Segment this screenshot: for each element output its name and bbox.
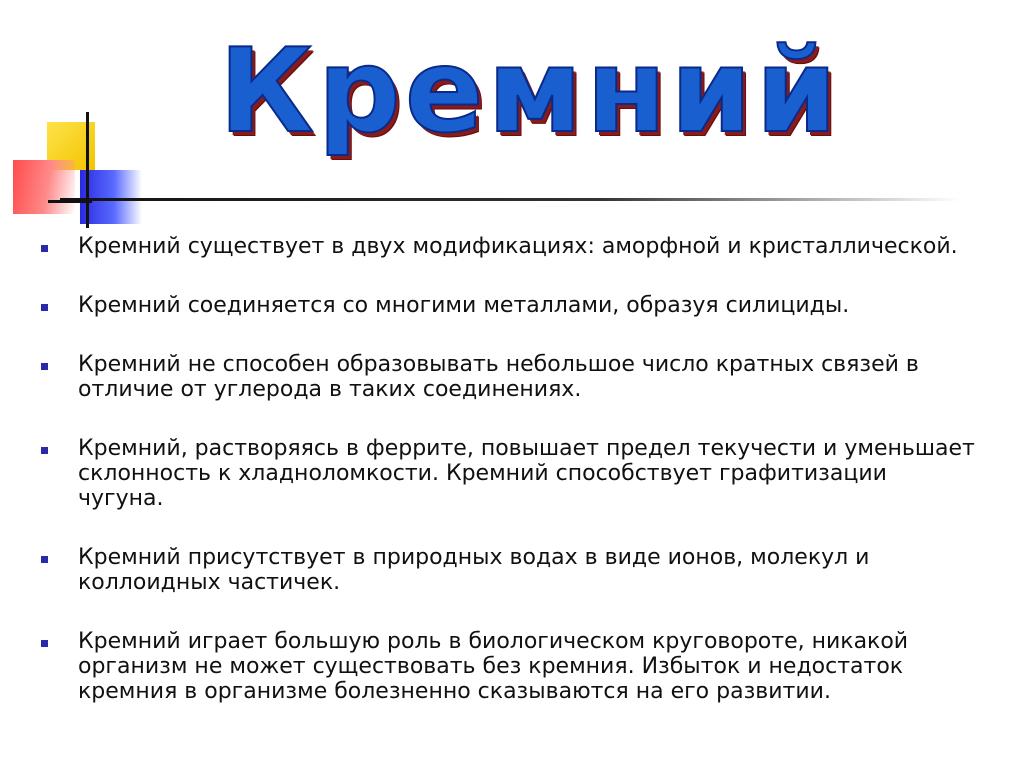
list-item-text: Кремний, растворяясь в феррите, повышает предел текучести и уменьшает склонность к хладноломкости. Кремний способствует графитизации чугуна. — [78, 436, 975, 511]
list-item-text: Кремний существует в двух модификациях: аморфной и кристаллической. — [78, 234, 958, 259]
list-item — [38, 352, 978, 402]
decor-red-square — [13, 160, 75, 214]
decor-blue-square — [80, 170, 142, 224]
list-item-text: Кремний не способен образовывать небольшое число кратных связей в отличие от углерода в таких соединениях. — [78, 352, 919, 402]
decor-vertical-rule — [86, 112, 89, 228]
slide-title: Кремний — [218, 24, 842, 159]
decor-horizontal-rule — [60, 198, 960, 201]
list-item-text: Кремний присутствует в природных водах в виде ионов, молекул и коллоидных частичек. — [78, 545, 870, 595]
list-item — [38, 629, 978, 704]
list-item — [38, 436, 978, 511]
list-item-text: Кремний соединяется со многими металлами, образуя силициды. — [78, 293, 850, 318]
square-bullet-icon — [41, 304, 48, 311]
list-item — [38, 234, 978, 259]
square-bullet-icon — [41, 245, 48, 252]
square-bullet-icon — [41, 556, 48, 563]
square-bullet-icon — [41, 447, 48, 454]
list-item — [38, 545, 978, 595]
square-bullet-icon — [41, 363, 48, 370]
square-bullet-icon — [41, 640, 48, 647]
bullet-list — [38, 234, 978, 704]
list-item — [38, 293, 978, 318]
list-item-text: Кремний играет большую роль в биологическом круговороте, никакой организм не может существовать без кремния. Избыток и недостаток кремния в организме болезненно сказываются на его развитии. — [78, 629, 909, 704]
